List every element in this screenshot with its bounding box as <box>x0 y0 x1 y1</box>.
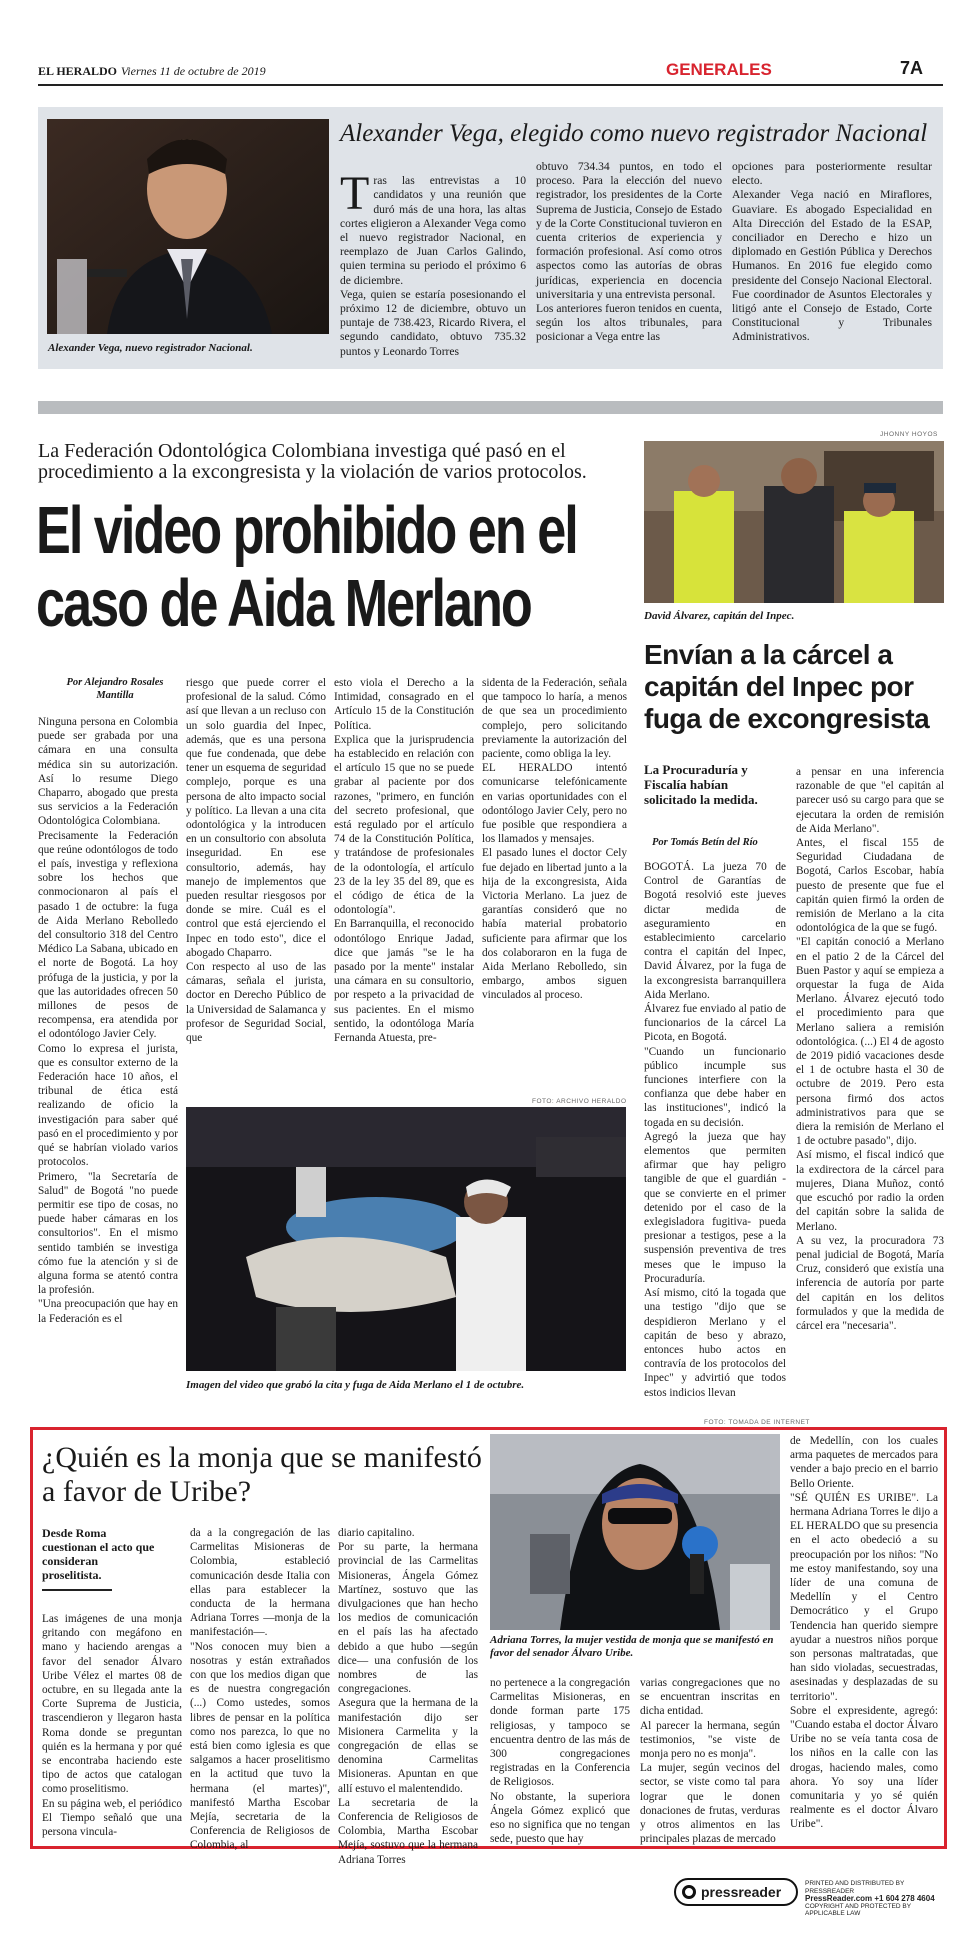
drop-cap: T <box>340 167 370 221</box>
bottom-story-headline: ¿Quién es la monja que se manifestó a favor de Uribe? <box>42 1441 482 1508</box>
portrait-image <box>47 119 329 334</box>
section-separator-bar <box>38 401 943 414</box>
main-story-column-2: riesgo que puede correr el profesional de la salud. Cómo así que llevan a un recluso con un solo guardia del Inpec, además, que es una persona que fue condenada, que debe tener un esquema de seguridad complejo, porque es una persona de alto impacto social y político. La llevan a una cita odontológica y la introducen en un consultorio con absoluta inseguridad. En ese consultorio, además, hay manejo de implementos que pueden resultar riesgosos por donde se mire. Cuál es el control que está ejerciendo el Inpec en todo esto", dice el abogado Chaparro. Con respecto al uso de las cámaras, señala el jurista, doctor en Derecho Público de la Universidad de Salamanca y profesor de Seguridad Social, que <box>186 677 326 1045</box>
bottom-story-column-4: no pertenece a la congregación Carmelitas Misioneras, en donde forman parte 175 religiosas, y tampoco se encuentra dentro de las más de 300 congregaciones registradas en la Conferencia de Religiosos. No obstante, la superiora Ángela Gómez explicó que eso no significa que no tengan sede, puesto que hay <box>490 1677 630 1846</box>
main-photo-caption: Imagen del video que grabó la cita y fuga de Aida Merlano el 1 de octubre. <box>186 1379 525 1391</box>
top-photo-caption: Alexander Vega, nuevo registrador Nacional. <box>48 342 253 354</box>
bottom-photo-credit: FOTO: TOMADA DE INTERNET <box>704 1419 810 1426</box>
side-photo-caption: David Álvarez, capitán del Inpec. <box>644 610 795 622</box>
main-story-byline: Por Alejandro Rosales Mantilla <box>66 677 164 701</box>
bottom-photo-caption: Adriana Torres, la mujer vestida de monja que se manifestó en favor del senador Álvaro Uribe. <box>490 1634 774 1659</box>
main-story-column-4: sidenta de la Federación, señala que tampoco lo haría, a menos de que sea un procedimiento complejo, pero solicitando previamente la autorización del paciente, como obliga la ley. EL HERALDO intentó comunicarse telefónicamente en varias oportunidades con el odontólogo Javier Cely, pero no fue posible que respondiera a los llamados y mensajes. El pasado lunes el doctor Cely fue dejado en libertad junto a la hija de la excongresista, Aida Victoria Merlano. La juez de garantías consideró que no había material probatorio suficiente para afirmar que los dos colaboraron en la fuga de Aida Merlano Rebolledo, sin embargo, ambos siguen vinculados al proceso. <box>482 677 627 1002</box>
top-story-column-1 <box>340 160 526 359</box>
page-number: 7A <box>900 58 924 78</box>
side-photo-credit: JHONNY HOYOS <box>880 431 938 438</box>
dental-video-image <box>186 1107 626 1371</box>
dental-video-photo <box>186 1107 626 1371</box>
side-story-column-1: BOGOTÁ. La jueza 70 de Control de Garantías de Bogotá resolvió este jueves dictar medida de aseguramiento en establecimiento carcelario contra el capitán del Inpec, David Álvarez, por la fuga de la excongresista barranquillera Aida Merlano. Álvarez fue enviado al patio de funcionarios de la cárcel La Picota, en Bogotá. "Cuando un funcionario público incumple sus funciones interfiere con la confianza que debe haber en las instituciones", indicó la togada en su decisión. Agregó la jueza que hay elementos que permiten afirmar que hay peligro tangible de que el guardián -que se convierte en el primer detenido por el caso de la exlegisladora fugitiva- pueda presionar a testigos, pese a la suspensión preventiva de tres meses que le impuso la Procuraduría. Así mismo, citó la togada que una testigo "dijo que se despidieron Merlano y el capitán de beso y abrazo, entonces hubo actos en contravía de los protocolos del Inpec" y advirtió que todos estos indicios llevan <box>644 861 786 1399</box>
pressreader-logo-text: pressreader <box>701 1884 782 1900</box>
nun-protest-image <box>490 1434 780 1630</box>
bottom-deck-rule <box>42 1589 112 1591</box>
main-story-column-1: Ninguna persona en Colombia puede ser grabada por una cámara en una consulta médica sin su autorización. Así lo resume Diego Chaparro, abogado que presta sus servicios a la Federación Odontológica Colombiana. Precisamente la Federación que reúne odontólogos de todo el país, investiga y reflexiona sobre los hechos que conmocionaron al país el pasado 1 de octubre: la fuga de Aida Merlano Rebolledo del consultorio 318 del Centro Médico La Sabana, ubicado en el norte de Bogotá. La hoy prófuga de la justicia, y por la que las autoridades ofrecen 50 millones de pesos de recompensa, era atendida por el odontólogo Javier Cely. Como lo expresa el jurista, que es consultor externo de la Federación hace 10 años, el tribunal de ética está realizando de oficio la investigación para saber qué pasó en el procedimiento y por qué se habrían violado varios protocolos. Primero, "la Secretaría de Salud" de Bogotá "no puede permitir ese tipo de cosas, no puede haber cámaras en los consultorios". En el mismo sentido también se investiga cómo fue la atención y si de alguna forma se atentó contra la profesión. "Una preocupación que hay en la Federación es el <box>38 716 178 1325</box>
main-headline-line-2: caso de Aida Merlano <box>36 566 531 641</box>
bottom-story-column-2: da a la congregación de las Carmelitas Misioneras de Colombia, estableció comunicación desde Italia con ellas para establecer la conducta de la hermana Adriana Torres —monja de la manifestación—. "Nos conocen muy bien a nosotras y están extrañados con que los medios digan que es de nuestra congregación (...) Como ustedes, somos libres de pensar en la política como nos parezca, lo que no está bien como iglesia es que salgamos a hacer proselitismo en la actitud que tuvo la hermana (el martes)", manifestó Martha Escobar Mejía, secretaria de la Conferencia de Religiosos de Colombia, al <box>190 1527 330 1852</box>
bottom-story-deck: Desde Roma cuestionan el acto que consideran proselitista. <box>42 1526 155 1582</box>
main-headline-line-1: El video prohibido en el <box>36 493 577 568</box>
inpec-captain-image <box>644 441 944 603</box>
nun-protest-photo <box>490 1434 780 1630</box>
pressreader-info <box>805 1880 950 1918</box>
footer-line-3: COPYRIGHT AND PROTECTED BY APPLICABLE LAW <box>805 1902 911 1917</box>
main-photo-credit: FOTO: ARCHIVO HERALDO <box>532 1098 627 1105</box>
top-story-text-1: ras las entrevistas a 10 candidatos y una reunión que duró más de una hora, las altas cortes eligieron a Alexander Vega como el nuevo registrador Nacional, en reemplazo de Juan Carlos Galindo, quien termina su periodo el próximo 6 de diciembre. Vega, quien se estaría posesionando el próximo 12 de diciembre, obtuvo un puntaje de 738.423, Ricardo Rivera, el segundo candidato, obtuvo 735.32 puntos y Leonardo Torres <box>340 174 526 358</box>
bottom-story-column-3: diario capitalino. Por su parte, la hermana provincial de las Carmelitas Misioneras, Ángela Gómez Martínez, sostuvo que las divulgaciones que han hecho los medios de comunicación en el país las ha afectado debido a que hubo —según dice— una confusión de los nombres de las congregaciones. Asegura que la hermana de la manifestación dijo ser Misionera Carmelita y la congregación de ellas se denomina Carmelitas Misioneras. Apuntan en que allí estuvo el malentendido. La secretaria de la Conferencia de Religiosos de Colombia, Martha Escobar Mejía, sostuvo que la hermana Adriana Torres <box>338 1527 478 1866</box>
footer-line-1: PRINTED AND DISTRIBUTED BY PRESSREADER <box>805 1880 905 1895</box>
section-name: GENERALES <box>666 60 772 79</box>
header-rule <box>38 84 943 86</box>
top-story-column-3: opciones para posteriormente resultar electo. Alexander Vega nació en Miraflores, Guaviare. Es abogado Especialidad en Alta Dirección del Estado de la ESAP, conciliador en Derecho e hizo un diplomado en Gestión Pública y Derechos Humanos. En 2016 fue elegido como presidente del Consejo Nacional Electoral. Fue coordinador de Asuntos Electorales y litigó ante el Consejo de Estado, Corte Constitucional y Tribunales Administrativos. <box>732 160 932 344</box>
inpec-captain-photo <box>644 441 944 603</box>
side-story-headline: Envían a la cárcel a capitán del Inpec por fuga de excongresista <box>644 639 930 734</box>
pressreader-logo-icon <box>682 1885 696 1899</box>
side-story-byline: Por Tomás Betín del Río <box>652 837 758 848</box>
main-story-headline <box>36 493 577 641</box>
footer-line-2: PressReader.com +1 604 278 4604 <box>805 1894 935 1903</box>
bottom-story-column-6: de Medellín, con los cuales arma paquetes de mercados para vender a bajo precio en el barrio Bello Oriente. "SÉ QUIÉN ES URIBE". La hermana Adriana Torres le dijo a EL HERALDO que su presencia en el acto obedeció a su preocupación por los niños: "No me estoy manifestando, soy una líder de una comuna de Medellín y el Centro Democrático y el Grupo Tendencia han querido siempre ayudar a nuestros niños porque son personas maltratadas, que han sido violadas, secuestradas, asesinadas y desplazadas de su territorio". Sobre el expresidente, agregó: "Cuando estaba el doctor Álvaro Uribe no se veía tanta cosa de los niños en la calle con las drogas, haciendo males, como ahora. Yo soy una líder comunitaria y yo sé quién realmente es el doctor Álvaro Uribe". <box>790 1435 939 1831</box>
side-story-column-2: a pensar en una inferencia razonable de que "el capitán al parecer usó su cargo para que se ejecutara la orden de remisión de Aida Merlano". Antes, el fiscal 155 de Seguridad Ciudadana de Bogotá, Carlos Escobar, había puesto de presente que fue el capitán quien firmó la orden de remisión de Merlano a la cita odontológica de la que se fugó. "El capitán conoció a Merlano en el patio 2 de la Cárcel del Buen Pastor y aquí se empieza a orquestar la fuga de Aida Merlano. Álvarez ejecutó todo el procedimiento para que Merlano saliera a remisión odontológica. (...) El 4 de agosto de 2019 pidió vacaciones desde el 1 de octubre hasta el 30 de octubre de 2019. Pero esta persona firmó dos actos administrativos para que se diera la remisión de Merlano el 1 de octubre pasado", dijo. Así mismo, el fiscal indicó que la exdirectora de la cárcel para mujeres, Diana Muñoz, contó que escuchó por radio la orden del capitán sobre la salida de Merlano. A su vez, la procuradora 73 penal judicial de Bogotá, María Cruz, consideró que existía una inferencia de autoría por parte del capitán en los delitos formulados y que la medida de cárcel era "necesaria". <box>796 766 944 1332</box>
top-story-headline: Alexander Vega, elegido como nuevo registrador Nacional <box>340 120 928 147</box>
bottom-story-column-5: varias congregaciones que no se encuentran inscritas en dicha entidad. Al parecer la hermana, según testimonios, "se viste de monja pero no es monja". La mujer, según vecinos del sector, se viste como tal para lograr que le donen donaciones de frutas, verduras y otros alimentos en las principales plazas de mercado <box>640 1677 780 1846</box>
side-story-deck: La Procuraduría y Fiscalía habían solicitado la medida. <box>644 762 758 807</box>
main-story-deck: La Federación Odontológica Colombiana investiga qué pasó en el procedimiento a la excongresista y la violación de varios protocolos. <box>38 440 587 483</box>
bottom-story-column-1: Las imágenes de una monja gritando con megáfono en mano y haciendo arengas a favor del senador Álvaro Uribe Vélez el martes 08 de octubre, en su llegada ante la Corte Suprema de Justicia, trascendieron y llegaron hasta Roma donde se preguntan quién es la hermana y por qué se encontraba haciendo este tipo de actos que catalogan como proselitismo. En su página web, el periódico El Tiempo señaló que una persona vincula- <box>42 1613 182 1839</box>
top-story-column-2: obtuvo 734.34 puntos, en todo el proceso. Para la elección del nuevo registrador, los presidentes de la Corte Suprema de Justicia, Consejo de Estado y de la Corte Constitucional tuvieron en cuenta criterios de experiencia y formación profesional. Así como otros aspectos como las autorías de obras jurídicas, experiencia en docencia universitaria y una entrevista personal. Los anteriores fueron tenidos en cuenta, según los altos tribunales, para posicionar a Vega entre las <box>536 160 722 344</box>
vega-portrait-photo <box>47 119 329 334</box>
issue-date: Viernes 11 de octubre de 2019 <box>120 64 266 78</box>
page-header-left <box>38 64 266 79</box>
main-story-column-3: esto viola el Derecho a la Intimidad, consagrado en el Artículo 15 de la Constitución Política. Explica que la jurisprudencia ha establecido en relación con el artículo 15 que no se puede grabar al paciente por dos razones, "primero, en función del secreto profesional, que está regulado por el artículo 74 de la Constitución Política, y tratándose de profesionales de la odontología, el artículo 23 de la ley 35 del 89, que es el código de ética de la odontología". En Barranquilla, el reconocido odontólogo Enrique Jadad, dice que jamás "se le ha pasado por la mente" instalar una cámara en su consultorio, por respeto a la privacidad de sus pacientes. En el mismo sentido, la odontóloga María Fernanda Atuesta, pre- <box>334 677 474 1045</box>
pressreader-logo[interactable] <box>674 1878 798 1906</box>
newspaper-name: EL HERALDO <box>38 64 118 78</box>
